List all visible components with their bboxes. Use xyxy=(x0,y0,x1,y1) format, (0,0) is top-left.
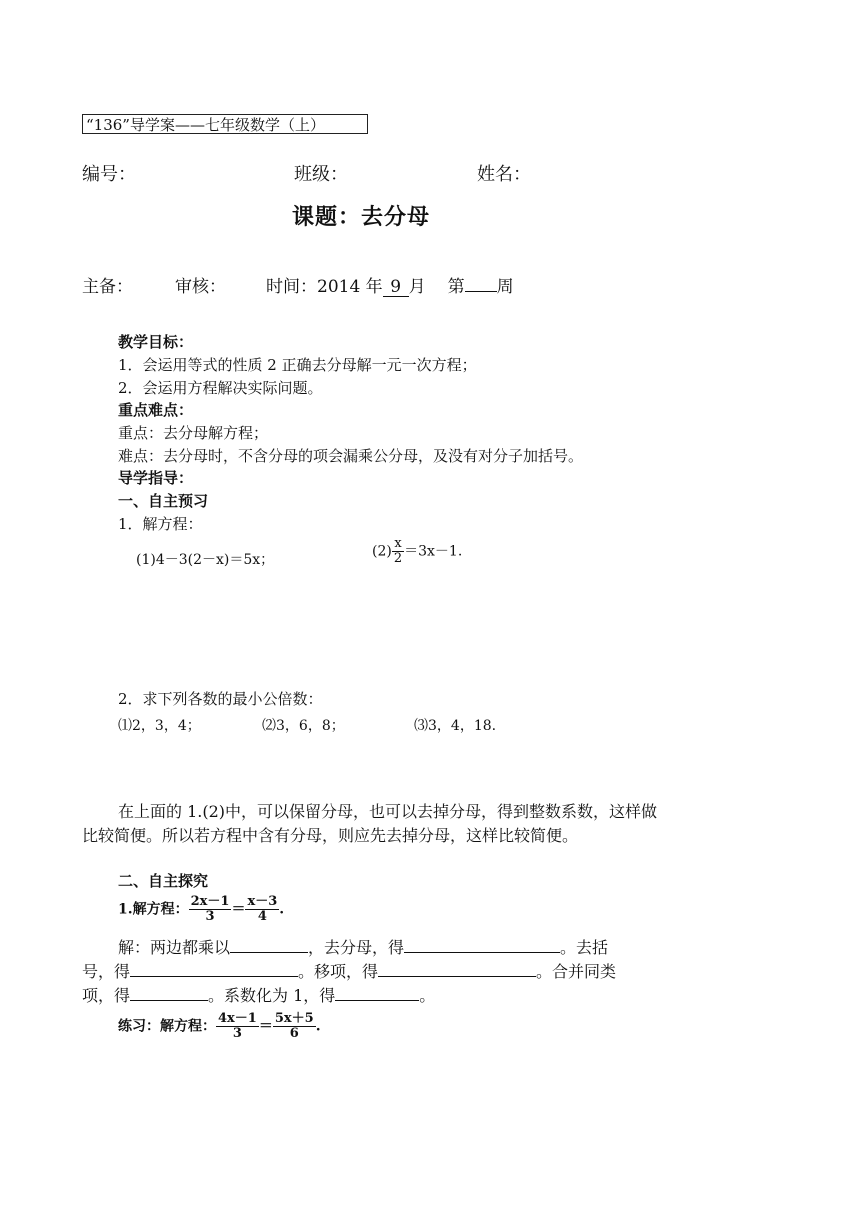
section1-eq2 xyxy=(372,537,462,566)
week-value xyxy=(465,273,497,292)
practice-equation xyxy=(118,1012,321,1041)
eq2-prefix: (2) xyxy=(372,543,392,560)
lcm-item-3: ⑶3，4，18. xyxy=(414,718,497,734)
guide-heading: 导学指导： xyxy=(118,469,194,487)
q1-left-numerator: 2x－1 xyxy=(190,894,230,909)
meta-row xyxy=(82,272,514,297)
key-points-heading: 重点难点： xyxy=(118,401,194,419)
q1-right-denominator: 4 xyxy=(257,909,267,924)
q1-equals: ＝ xyxy=(231,901,246,918)
eq2-denominator: 2 xyxy=(393,551,403,566)
blank-coefficient[interactable] xyxy=(335,984,419,1001)
practice-left-denominator: 3 xyxy=(232,1026,242,1041)
section1-q2-label: 2．求下列各数的最小公倍数： xyxy=(118,690,323,708)
q1-end: . xyxy=(279,901,285,918)
section1-eq1: (1)4－3(2－x)＝5x； xyxy=(136,552,275,568)
q1-left-fraction xyxy=(189,895,232,924)
lcm-item-1: ⑴2，3，4； xyxy=(118,718,201,734)
section1-q1-label: 1．解方程： xyxy=(118,515,203,533)
q1-right-numerator: x－3 xyxy=(247,894,278,909)
practice-left-fraction xyxy=(216,1012,259,1041)
practice-equals: ＝ xyxy=(258,1018,273,1035)
q1-right-fraction xyxy=(245,895,279,924)
section1-heading: 一、自主预习 xyxy=(118,492,209,510)
blank-combine-terms[interactable] xyxy=(130,984,208,1001)
goals-heading: 教学目标： xyxy=(118,333,194,351)
review-label: 审核： xyxy=(175,277,226,297)
time-label: 时间：2014 年 xyxy=(266,277,383,297)
practice-right-denominator: 6 xyxy=(289,1026,299,1041)
month-value: 9 xyxy=(383,278,409,297)
blank-transpose[interactable] xyxy=(378,960,536,977)
practice-right-numerator: 5x＋5 xyxy=(274,1011,314,1026)
blank-remove-parentheses[interactable] xyxy=(130,960,298,977)
practice-end: . xyxy=(315,1018,321,1035)
eq2-fraction xyxy=(392,537,404,566)
page-title: 课题：去分母 xyxy=(292,205,431,230)
section2-q1-label: 1.解方程： xyxy=(118,901,189,918)
goal-item-2: 2．会运用方程解决实际问题。 xyxy=(118,379,323,397)
class-label: 班级： xyxy=(294,164,348,185)
section2-q1 xyxy=(118,895,284,924)
lcm-item-2: ⑵3，6，8； xyxy=(262,718,345,734)
solution-text-7: 项，得 xyxy=(82,986,131,1005)
eq2-suffix: ＝3x－1. xyxy=(404,543,463,560)
solution-text-2: ，去分母，得 xyxy=(308,938,405,957)
practice-label: 练习：解方程： xyxy=(118,1018,216,1035)
solution-text-3: 。去括 xyxy=(560,938,609,957)
practice-right-fraction xyxy=(273,1012,316,1041)
number-label: 编号： xyxy=(82,164,136,185)
section1-note: 在上面的 1.(2)中，可以保留分母，也可以去掉分母，得到整数系数，这样做比较简便。所以若方程中含有分母，则应先去掉分母，这样比较简便。 xyxy=(82,802,658,845)
solution-text-9: 。 xyxy=(419,986,436,1005)
month-label: 月 xyxy=(408,277,426,297)
q1-left-denominator: 3 xyxy=(205,909,215,924)
difficult-point: 难点：去分母时，不含分母的项会漏乘公分母，及没有对分子加括号。 xyxy=(118,447,584,465)
section2-heading: 二、自主探究 xyxy=(118,872,209,890)
key-point: 重点：去分母解方程； xyxy=(118,424,269,442)
solution-paragraph xyxy=(82,936,662,1008)
week-prefix: 第 xyxy=(447,277,465,297)
blank-remove-denominator[interactable] xyxy=(404,936,560,953)
lead-label: 主备： xyxy=(82,277,133,297)
header-box xyxy=(82,114,368,134)
solution-text-5: 。移项，得 xyxy=(298,962,379,981)
solution-text-1: 解：两边都乘以 xyxy=(118,938,231,957)
solution-text-6: 。合并同类 xyxy=(536,962,617,981)
blank-multiplier[interactable] xyxy=(230,936,308,953)
solution-text-8: 。系数化为 1，得 xyxy=(208,986,336,1005)
eq2-numerator: x xyxy=(392,537,404,552)
goal-item-1: 1．会运用等式的性质 2 正确去分母解一元一次方程； xyxy=(118,356,477,374)
week-label: 周 xyxy=(496,277,514,297)
solution-text-4: 号，得 xyxy=(82,962,131,981)
practice-left-numerator: 4x－1 xyxy=(218,1011,257,1026)
header-box-text: “136”导学案——七年级数学（上） xyxy=(86,116,325,134)
name-label: 姓名： xyxy=(477,164,531,185)
